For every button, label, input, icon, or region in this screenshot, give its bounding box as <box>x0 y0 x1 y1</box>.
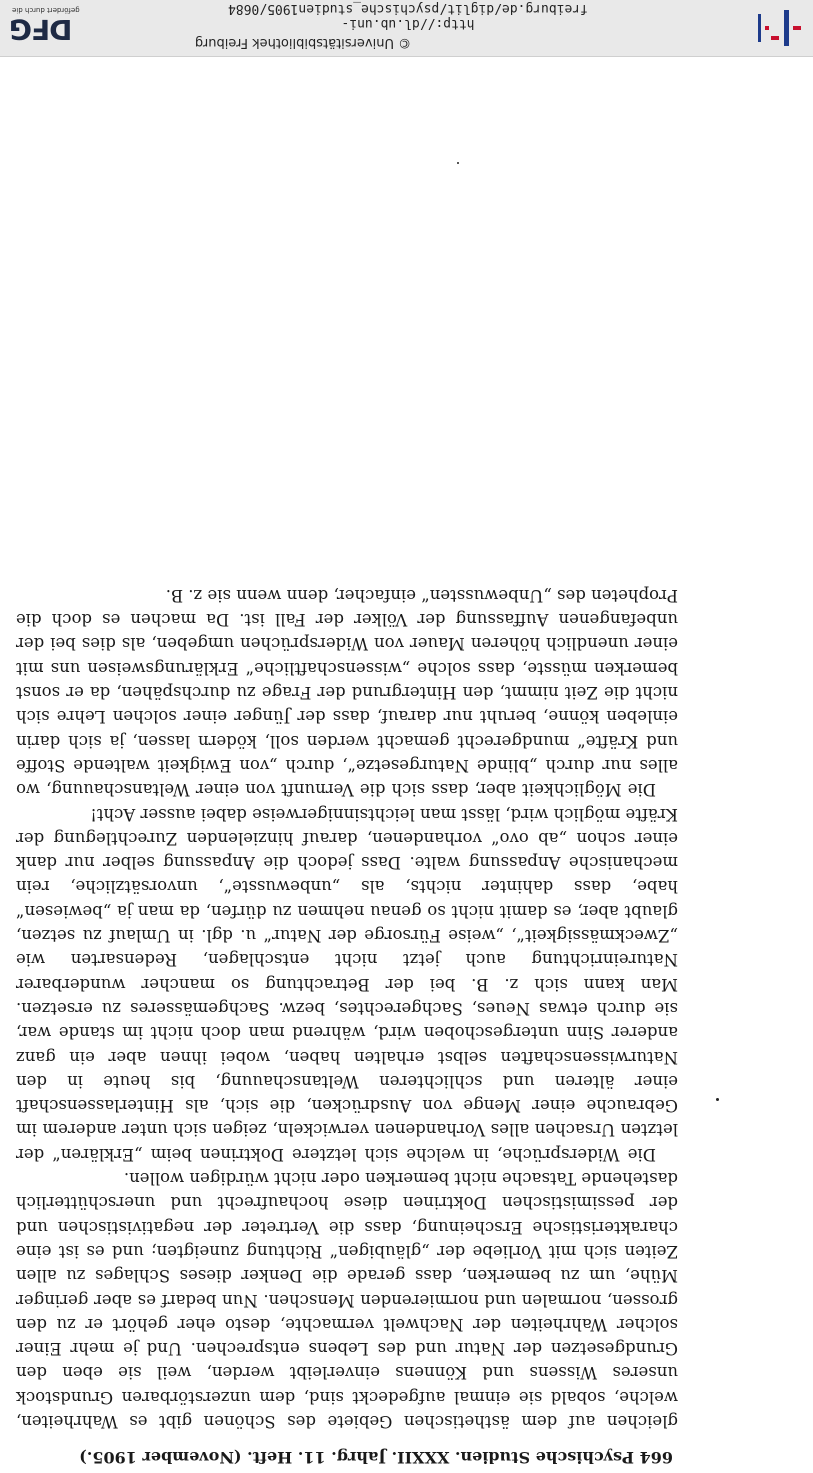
scan-speck <box>716 1098 719 1101</box>
paragraph: Die Möglichkeit aber, dass sich die Vernunft von einer Weltanschauung, wo alles nur durch „blinde Naturgesetze“, durch „von Ewigkeit waltende Stoffe und Kräfte“ mundgerecht gemacht werden soll, ködern lassen, ja sich darin einleben könne, beruht nur darauf, dass der Jünger einer solchen Lehre sich nicht die Zeit nimmt, den Hintergrund der Frage zu durchspähen, da er sonst bemerken müsste, dass solche „wissenschaftliche“ Erklärungsweisen uns mit einer unendlich höheren Mauer von Widersprüchen umgeben, als dies bei der unbefangenen Auffassung der Völker der Fall ist. Da machen es doch die Propheten des „Unbewussten“ einfacher, denn wenn sie z. B. <box>16 585 678 800</box>
page-body <box>16 583 678 1433</box>
scanned-page <box>0 56 813 1473</box>
university-library-logo <box>755 4 805 52</box>
paragraph: Die Widersprüche, in welche sich letztere Doktrinen beim „Erklären“ der letzten Ursachen alles Vorhandenen verwickeln, zeigen sich unter anderem im Gebrauche einer Menge von Ausdrücken, die sich, als Hinterlassenschaft einer älteren und schlichteren Weltanschauung, bis heute in den Naturwissenschaften selbst erhalten haben, wobei ihnen aber ein ganz anderer Sinn untergeschoben wird, während man doch nicht im stande war, sie durch etwas Neues, Sachgerechtes, bezw. Sachgemässeres zu ersetzen. Man kann sich z. B. bei der Betrachtung so mancher wunderbarer Natureinrichtung auch jetzt nicht entschlagen, Redensarten wie „Zweckmässigkeit“, „weise Fürsorge der Natur“ u. dgl. in Umlauf zu setzen, glaubt aber, es damit nicht so genau nehmen zu dürfen, da man ja „bewiesen“ habe, dass dahinter nichts, als „unbewusste“, unvorsätzliche, rein mechanische Anpassung walte. Dass jedoch die Anpassung selber nur dank einer schon „ab ovo“ vorhandenen, darauf hinzielenden Zurechtlegung der Kräfte möglich wird, lässt man leichtsinnigerweise dabei ausser Acht! <box>16 804 678 1164</box>
dfg-logo-caption: gefördert durch die <box>12 6 80 14</box>
dfg-logo <box>8 6 84 50</box>
dfg-logo-text: DFG <box>10 13 73 46</box>
viewer-banner <box>0 0 813 57</box>
scan-speck <box>457 162 459 164</box>
running-head: 664 Psychische Studien. XXXII. Jahrg. 11. Heft. (November 1905.) <box>79 1448 673 1467</box>
paragraph: gleichen auf dem ästhetischen Gebiete des Schönen gibt es Wahrheiten, welche, sobald sie einmal aufgedeckt sind, dem unzerstörbaren Grundstock unseres Wissens und Könnens einverleibt werden, weil sie eben den Grundgesetzen der Natur und des Lebens entsprechen. Und je mehr Einer solcher Wahrheiten der Nachwelt vermachte, desto eher gehört er zu den grossen, normalen und normierenden Menschen. Nun bedarf es aber geringer Mühe, um zu bemerken, dass gerade die Denker dieses Schlages zu allen Zeiten sich mit Vorliebe der „gläubigen“ Richtung zuneigten; und es ist eine charakteristische Erscheinung, dass die Vertreter der negativistischen und der pessimistischen Doktrinen diese hochaufrecht und unerschütterlich dastehende Tatsache nicht bemerken oder nicht würdigen wollen. <box>16 1169 678 1431</box>
scanned-page-rotated <box>0 56 813 1473</box>
copyright-notice: © Universitätsbibliothek Freiburg <box>194 35 412 50</box>
permalink-url[interactable]: http://dl.ub.uni-freiburg.de/diglit/psychische_studien1905/0684 <box>227 1 589 31</box>
banner-rotated <box>0 0 813 56</box>
